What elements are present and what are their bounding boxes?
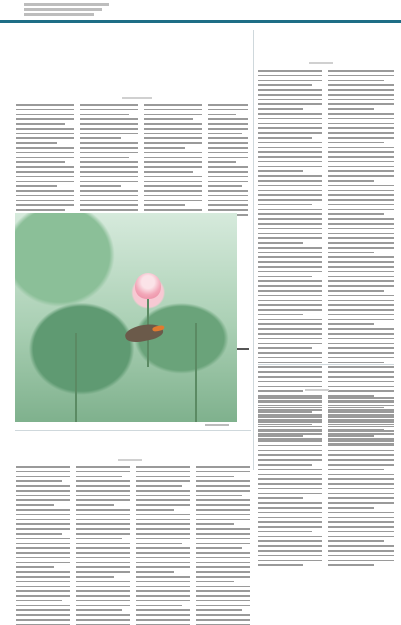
article-column: [258, 70, 322, 440]
photo-credit: [205, 424, 229, 426]
article-column: [258, 397, 322, 566]
byline: [305, 389, 329, 391]
byline: [309, 62, 333, 64]
lotus-flower: [135, 273, 161, 299]
byline: [118, 459, 142, 461]
byline: [122, 97, 152, 99]
kingfisher-bird: [124, 321, 164, 345]
article-column: [144, 104, 202, 220]
masthead-designer-line: [24, 13, 94, 16]
article-column: [196, 466, 250, 625]
masthead: [0, 0, 401, 22]
column-divider: [253, 30, 254, 470]
feature-vertical-subtitle: [237, 348, 249, 350]
article-column: [328, 70, 394, 445]
lotus-kingfisher-photo: [15, 213, 237, 422]
article-column: [136, 466, 190, 625]
masthead-date-line: [24, 3, 109, 6]
article-column: [208, 104, 248, 220]
article-column: [328, 397, 394, 566]
masthead-rule: [0, 20, 401, 23]
section-divider: [15, 430, 251, 431]
article-column: [80, 104, 138, 220]
article-column: [16, 104, 74, 220]
article-column: [76, 466, 130, 625]
masthead-editor-line: [24, 8, 102, 11]
section-divider: [258, 364, 394, 365]
article-column: [16, 466, 70, 625]
